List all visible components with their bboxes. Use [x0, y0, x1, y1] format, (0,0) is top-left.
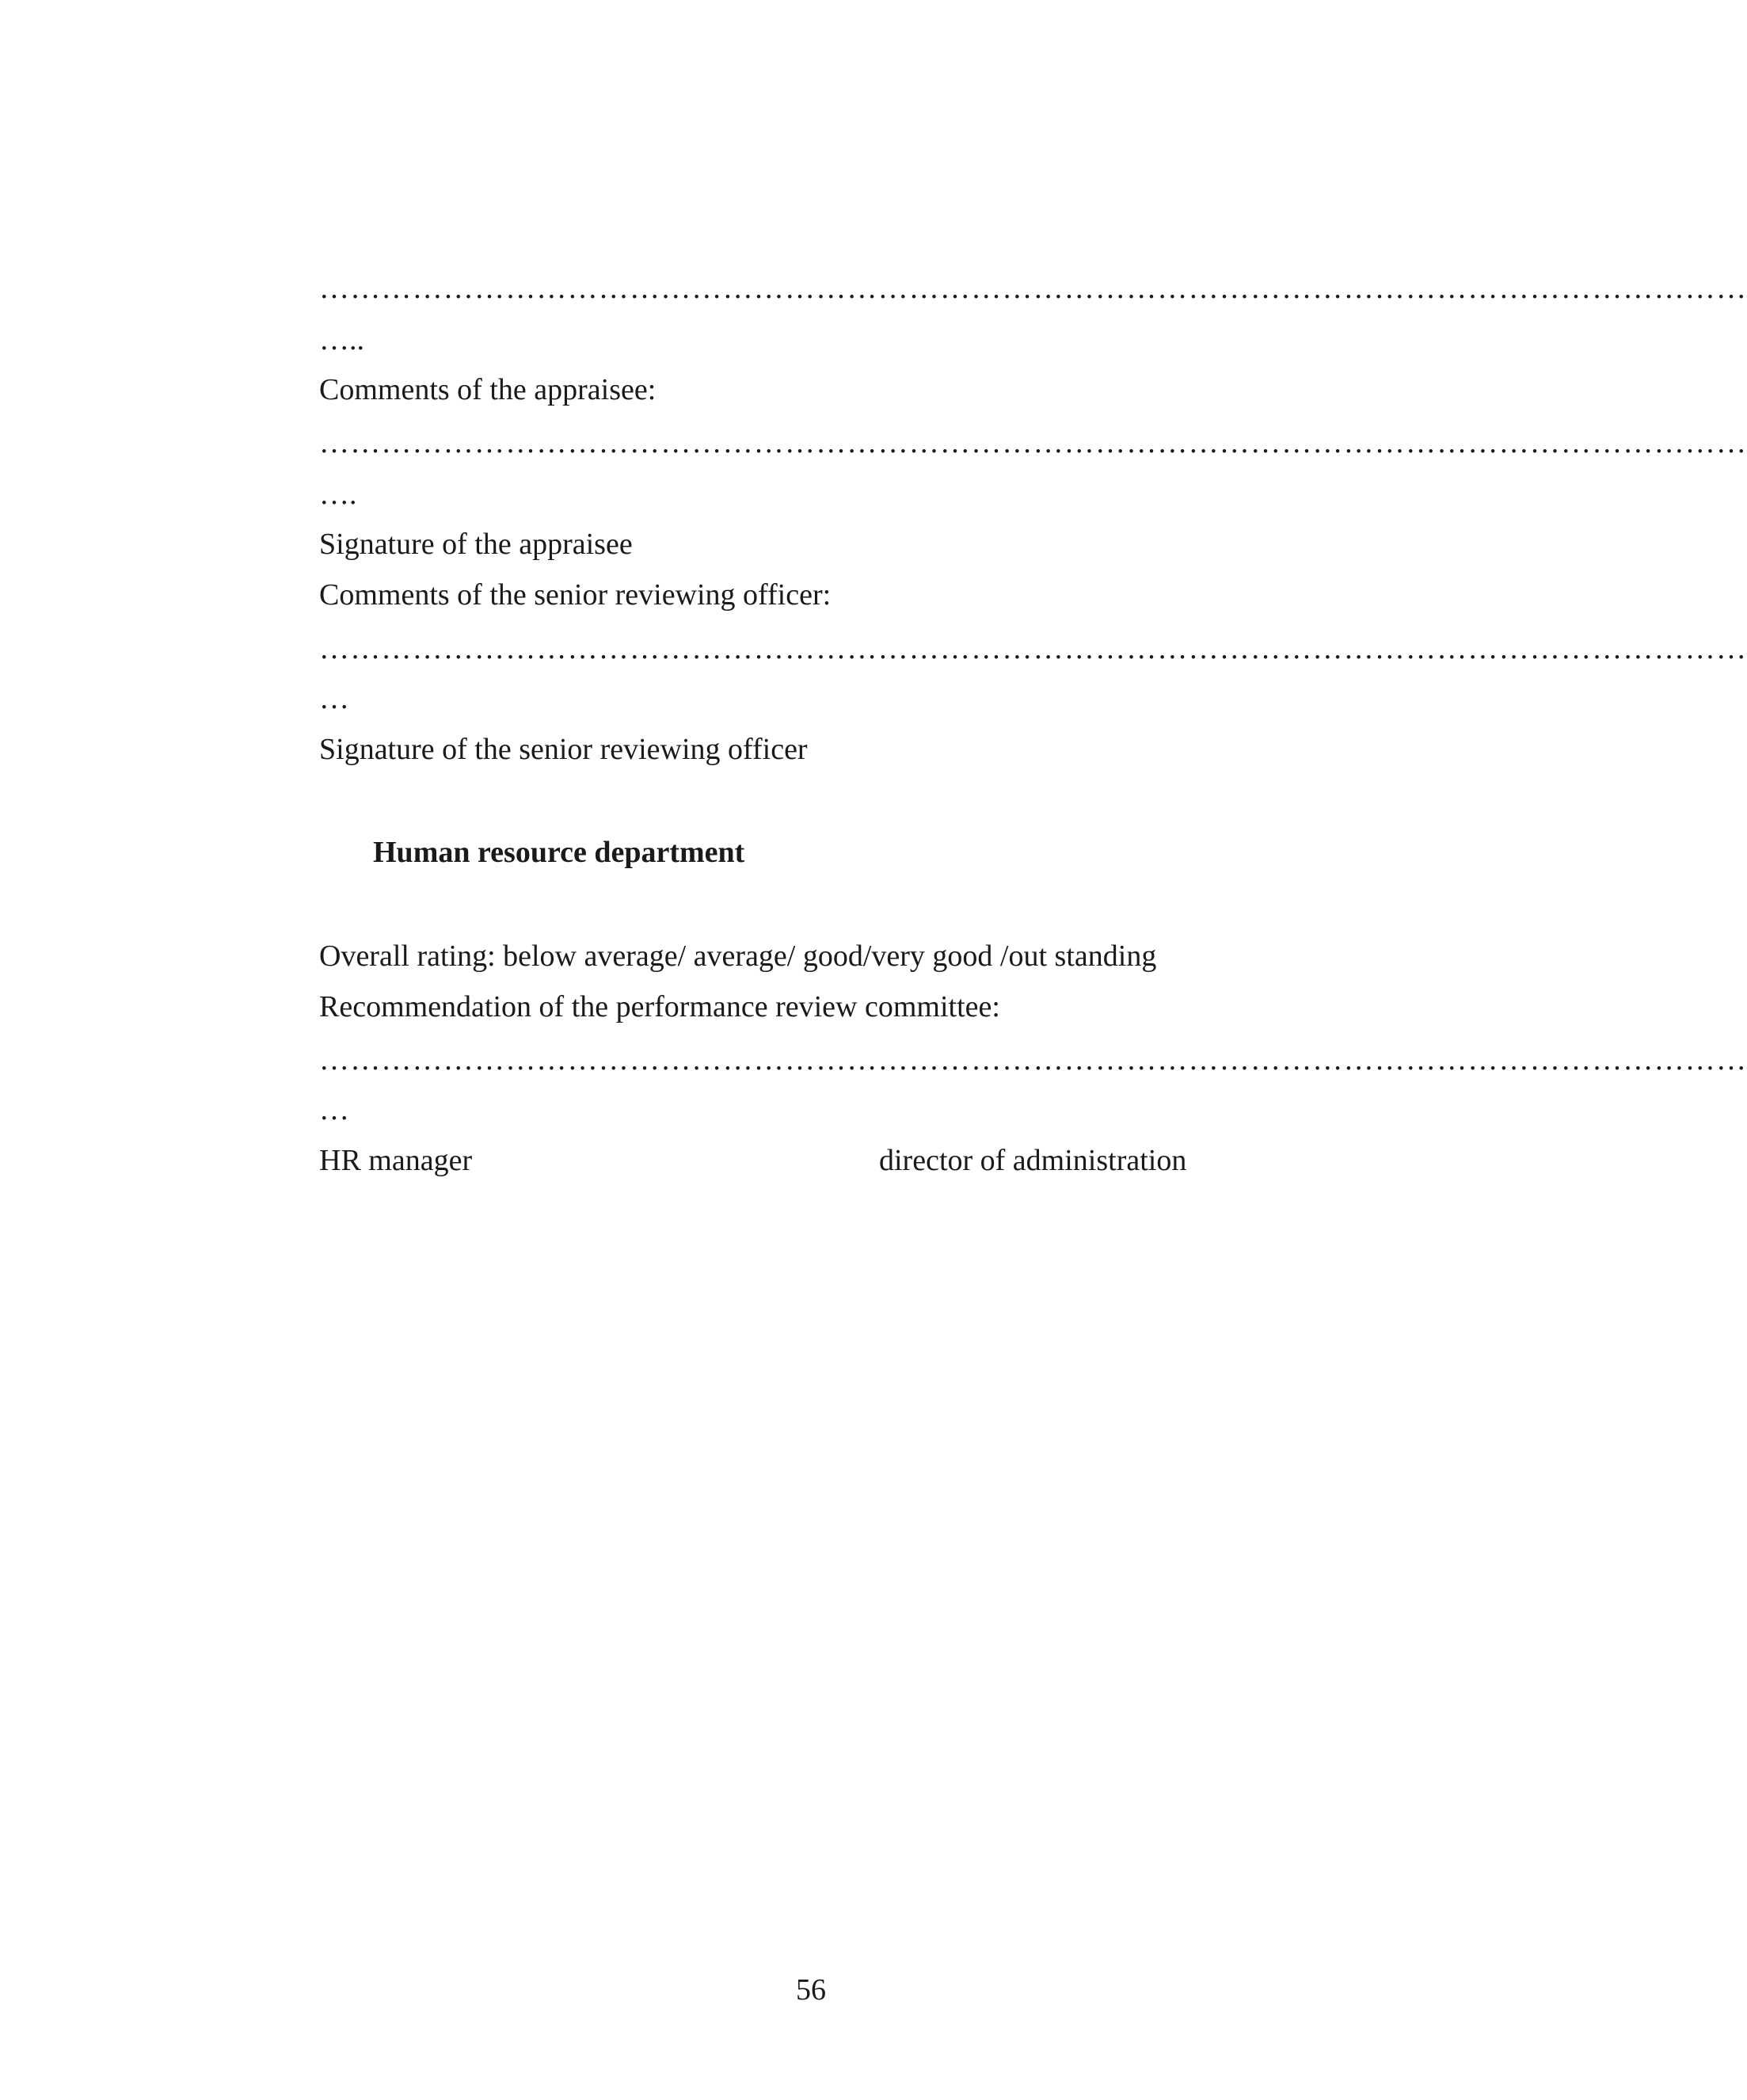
senior-officer-signature-label: Signature of the senior reviewing officer [319, 733, 808, 766]
page-number: 56 [796, 1973, 826, 2007]
director-label: director of administration [879, 1144, 1187, 1177]
blank-line-dots: ………………………………………………………………………………………………………………………… [319, 1043, 1747, 1077]
committee-recommendation-label: Recommendation of the performance review committee: [319, 990, 1000, 1023]
blank-line-dots-end: … [319, 682, 349, 715]
blank-line-dots: ………………………………………………………………………………………………………………………… [319, 632, 1747, 665]
blank-line-dots: ………………………………………………………………………………………………………………………… [319, 272, 1747, 305]
overall-rating-line: Overall rating: below average/ average/ good/very good /out standing [319, 939, 1157, 973]
blank-line-dots-end: … [319, 1093, 349, 1126]
blank-line-dots-end: …. [319, 478, 357, 511]
hr-section-heading: Human resource department [373, 836, 745, 869]
blank-line-dots-end: ….. [319, 323, 364, 356]
blank-line-dots: ………………………………………………………………………………………………………………………… [319, 426, 1747, 459]
appraisee-signature-label: Signature of the appraisee [319, 528, 633, 561]
hr-manager-label: HR manager [319, 1144, 473, 1177]
senior-officer-comments-label: Comments of the senior reviewing officer: [319, 578, 832, 612]
appraisee-comments-label: Comments of the appraisee: [319, 373, 657, 406]
